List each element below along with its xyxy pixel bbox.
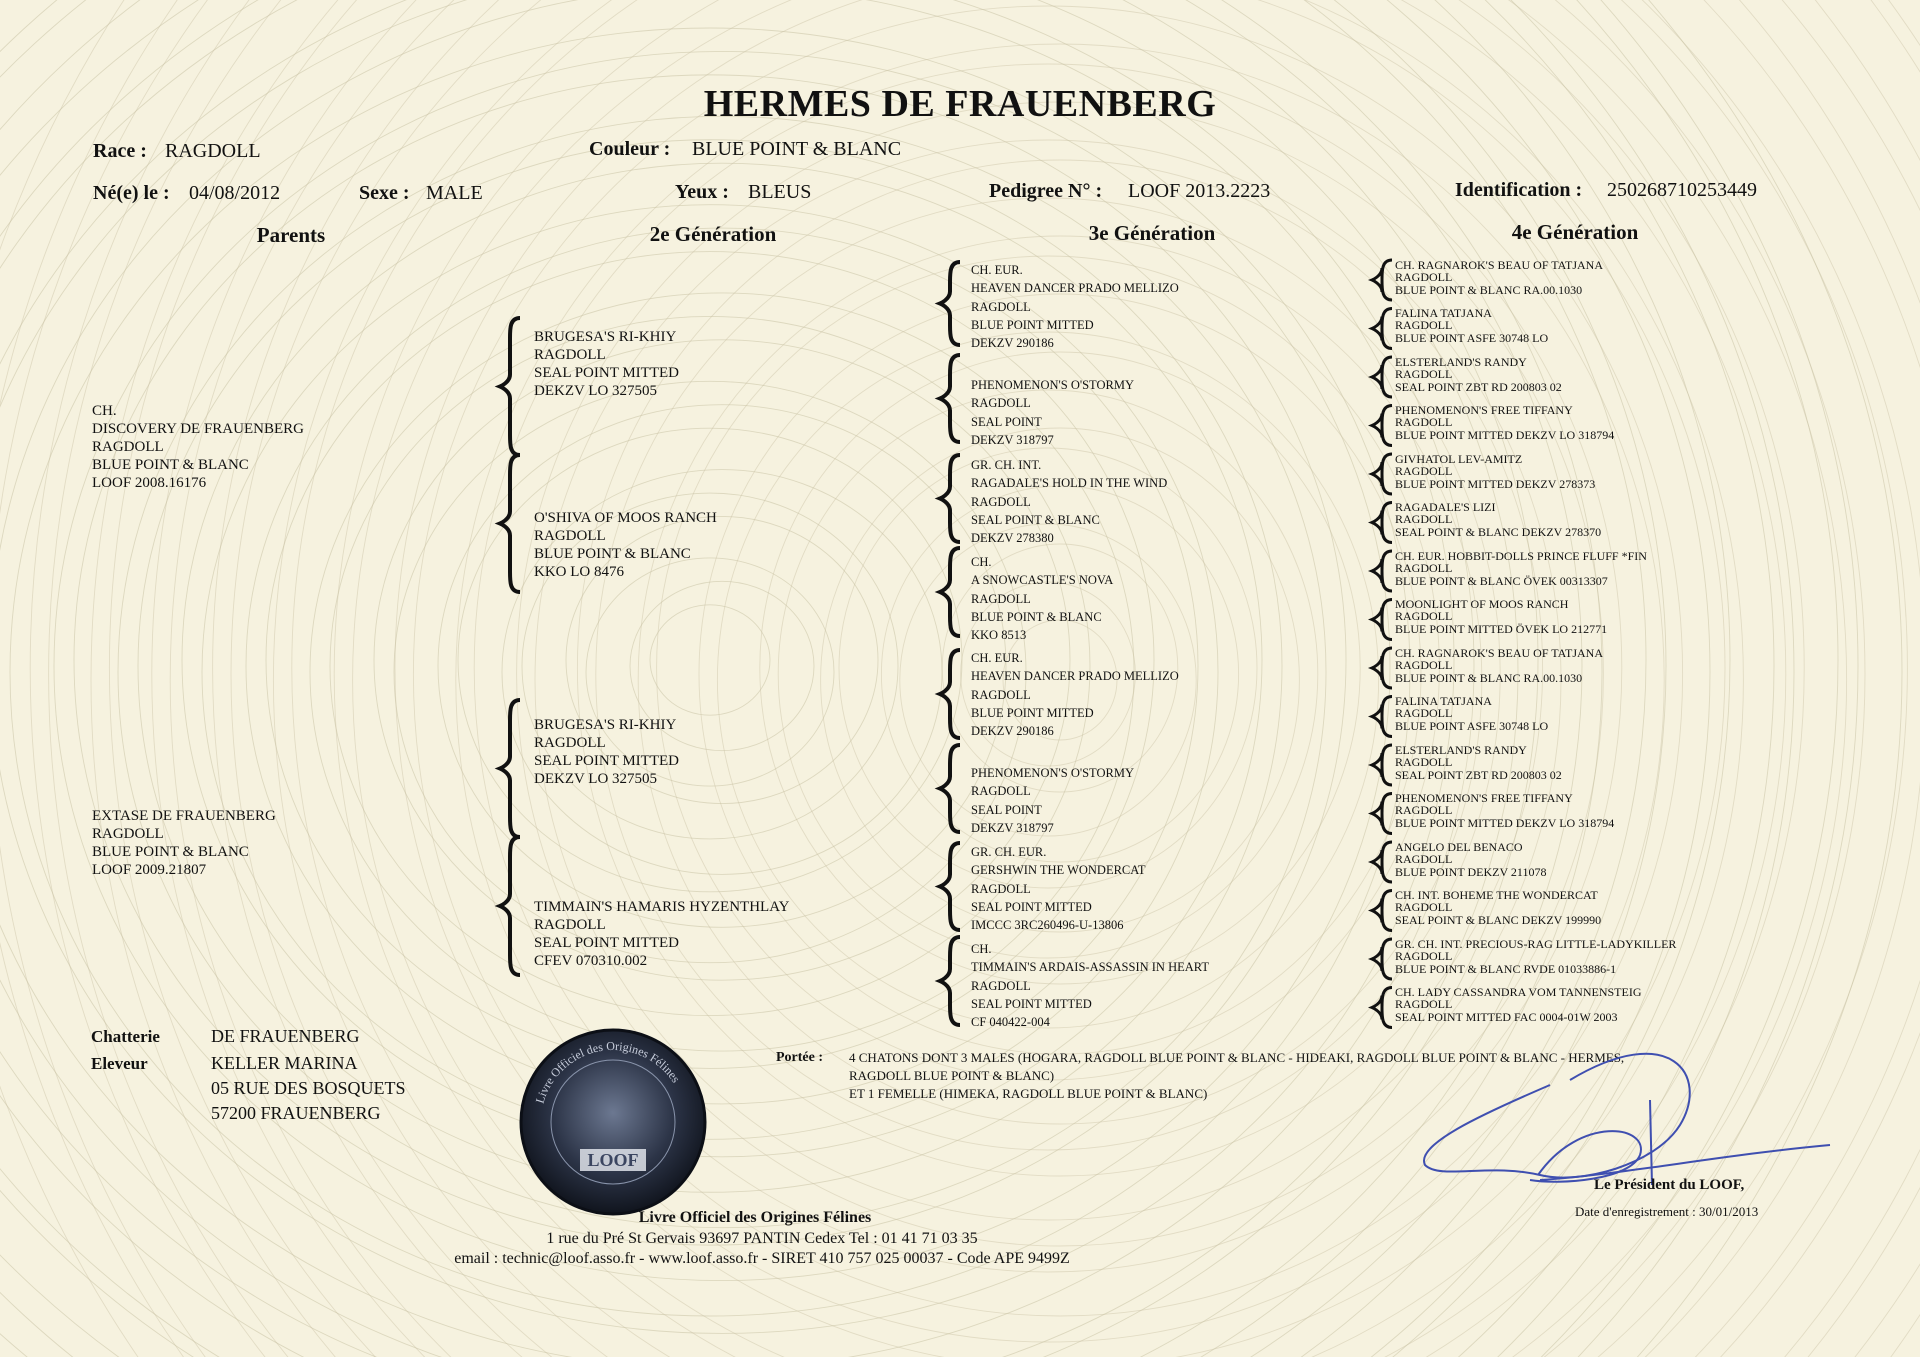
gen4-entry: PHENOMENON'S FREE TIFFANY RAGDOLL BLUE POINT MITTED DEKZV LO 318794: [1395, 403, 1615, 442]
gen3-entry: GR. CH. INT. RAGADALE'S HOLD IN THE WIND RAGDOLL SEAL POINT & BLANC DEKZV 278380: [971, 458, 1168, 546]
gen2-entry: TIMMAIN'S HAMARIS HYZENTHLAY RAGDOLL SEAL POINT MITTED CFEV 070310.002: [534, 899, 790, 969]
parent-dam: EXTASE DE FRAUENBERG RAGDOLL BLUE POINT & BLANC LOOF 2009.21807: [92, 808, 276, 878]
gen2-entry: BRUGESA'S RI-KHIY RAGDOLL SEAL POINT MITTED DEKZV LO 327505: [534, 717, 679, 787]
footer-contact: email : technic@loof.asso.fr - www.loof.asso.fr - SIRET 410 757 025 00037 - Code APE 9499Z: [454, 1250, 1070, 1267]
pedigree-value: LOOF 2013.2223: [1128, 180, 1271, 202]
gen3-entry: PHENOMENON'S O'STORMY RAGDOLL SEAL POINT DEKZV 318797: [971, 766, 1134, 835]
eleveur-street: 05 RUE DES BOSQUETS: [211, 1078, 406, 1098]
parent-sire: CH. DISCOVERY DE FRAUENBERG RAGDOLL BLUE POINT & BLANC LOOF 2008.16176: [92, 403, 304, 491]
pedigree-label: Pedigree N° :: [989, 180, 1103, 202]
race-value: RAGDOLL: [165, 140, 261, 162]
gen4-entry: CH. RAGNAROK'S BEAU OF TATJANA RAGDOLL BLUE POINT & BLANC RA.00.1030: [1395, 258, 1604, 297]
footer-org: Livre Officiel des Origines Félines: [638, 1209, 872, 1226]
chatterie-value: DE FRAUENBERG: [211, 1026, 360, 1046]
gen4-entry: ELSTERLAND'S RANDY RAGDOLL SEAL POINT ZBT RD 200803 02: [1395, 355, 1562, 394]
eleveur-name: KELLER MARINA: [211, 1053, 358, 1073]
sex-label: Sexe :: [359, 182, 410, 204]
gen4-entry: MOONLIGHT OF MOOS RANCH RAGDOLL BLUE POINT MITTED ÖVEK LO 212771: [1395, 597, 1608, 636]
gen3-entry: CH. A SNOWCASTLE'S NOVA RAGDOLL BLUE POINT & BLANC KKO 8513: [971, 555, 1114, 643]
president-label: Le Président du LOOF,: [1594, 1177, 1745, 1193]
header-gen2: 2e Génération: [649, 222, 777, 246]
gen4-entry: GR. CH. INT. PRECIOUS-RAG LITTLE-LADYKILLER RAGDOLL BLUE POINT & BLANC RVDE 01033886-1: [1395, 937, 1677, 976]
gen2-entry: O'SHIVA OF MOOS RANCH RAGDOLL BLUE POINT & BLANC KKO LO 8476: [534, 510, 717, 580]
gen4-entry: RAGADALE'S LIZI RAGDOLL SEAL POINT & BLANC DEKZV 278370: [1395, 500, 1602, 539]
gen3-entry: CH. EUR. HEAVEN DANCER PRADO MELLIZO RAGDOLL BLUE POINT MITTED DEKZV 290186: [971, 263, 1179, 351]
chatterie-label: Chatterie: [91, 1027, 160, 1046]
gen4-entry: ANGELO DEL BENACO RAGDOLL BLUE POINT DEKZV 211078: [1395, 840, 1547, 879]
gen3-entry: CH. EUR. HEAVEN DANCER PRADO MELLIZO RAGDOLL BLUE POINT MITTED DEKZV 290186: [971, 651, 1179, 739]
gen3-entry: PHENOMENON'S O'STORMY RAGDOLL SEAL POINT DEKZV 318797: [971, 378, 1134, 447]
portee-label: Portée :: [776, 1050, 824, 1065]
birthdate-label: Né(e) le :: [93, 182, 170, 204]
couleur-value: BLUE POINT & BLANC: [692, 138, 902, 160]
identification-label: Identification :: [1455, 179, 1583, 201]
gen4-entry: CH. INT. BOHEME THE WONDERCAT RAGDOLL SEAL POINT & BLANC DEKZV 199990: [1395, 888, 1602, 927]
portee-text: 4 CHATONS DONT 3 MALES (HOGARA, RAGDOLL BLUE POINT & BLANC - HIDEAKI, RAGDOLL BLUE POINT & BLANC - HERMES, RAGDOLL BLUE POINT & BLANC) ET 1 FEMELLE (HIMEKA, RAGDOLL BLUE POINT & BLANC): [849, 1050, 1625, 1101]
gen4-entry: CH. LADY CASSANDRA VOM TANNENSTEIG RAGDOLL SEAL POINT MITTED FAC 0004-01W 2003: [1395, 985, 1642, 1024]
footer-address: 1 rue du Pré St Gervais 93697 PANTIN Cedex Tel : 01 41 71 03 35: [546, 1230, 978, 1247]
page-title: HERMES DE FRAUENBERG: [703, 83, 1217, 125]
eleveur-city: 57200 FRAUENBERG: [211, 1103, 381, 1123]
gen4-entry: PHENOMENON'S FREE TIFFANY RAGDOLL BLUE POINT MITTED DEKZV LO 318794: [1395, 791, 1615, 830]
registration-date: Date d'enregistrement : 30/01/2013: [1575, 1204, 1759, 1219]
gen3-entry: CH. TIMMAIN'S ARDAIS-ASSASSIN IN HEART RAGDOLL SEAL POINT MITTED CF 040422-004: [971, 942, 1209, 1030]
sex-value: MALE: [426, 182, 483, 204]
eyes-label: Yeux :: [675, 181, 729, 203]
gen4-entry: CH. RAGNAROK'S BEAU OF TATJANA RAGDOLL BLUE POINT & BLANC RA.00.1030: [1395, 646, 1604, 685]
loof-seal: [518, 1027, 708, 1217]
header-parents: Parents: [256, 223, 326, 247]
gen4-entry: GIVHATOL LEV-AMITZ RAGDOLL BLUE POINT MITTED DEKZV 278373: [1395, 452, 1596, 491]
identification-value: 250268710253449: [1607, 179, 1757, 201]
eyes-value: BLEUS: [748, 181, 812, 203]
gen4-entry: CH. EUR. HOBBIT-DOLLS PRINCE FLUFF *FIN RAGDOLL BLUE POINT & BLANC ÖVEK 00313307: [1395, 549, 1647, 588]
svg-text:LOOF: LOOF: [587, 1150, 639, 1170]
race-label: Race :: [93, 140, 147, 162]
gen4-entry: ELSTERLAND'S RANDY RAGDOLL SEAL POINT ZBT RD 200803 02: [1395, 743, 1562, 782]
gen3-entry: GR. CH. EUR. GERSHWIN THE WONDERCAT RAGDOLL SEAL POINT MITTED IMCCC 3RC260496-U-13806: [971, 845, 1146, 933]
svg-text:Livre Officiel des Origines Fé: Livre Officiel des Origines Félines: [532, 1038, 683, 1106]
header-gen3: 3e Génération: [1088, 221, 1216, 245]
gen4-entry: FALINA TATJANA RAGDOLL BLUE POINT ASFE 30748 LO: [1395, 694, 1549, 733]
couleur-label: Couleur :: [589, 138, 671, 160]
header-gen4: 4e Génération: [1511, 220, 1639, 244]
eleveur-label: Eleveur: [91, 1054, 148, 1073]
gen4-entry: FALINA TATJANA RAGDOLL BLUE POINT ASFE 30748 LO: [1395, 306, 1549, 345]
birthdate-value: 04/08/2012: [189, 182, 281, 204]
gen2-entry: BRUGESA'S RI-KHIY RAGDOLL SEAL POINT MITTED DEKZV LO 327505: [534, 329, 679, 399]
